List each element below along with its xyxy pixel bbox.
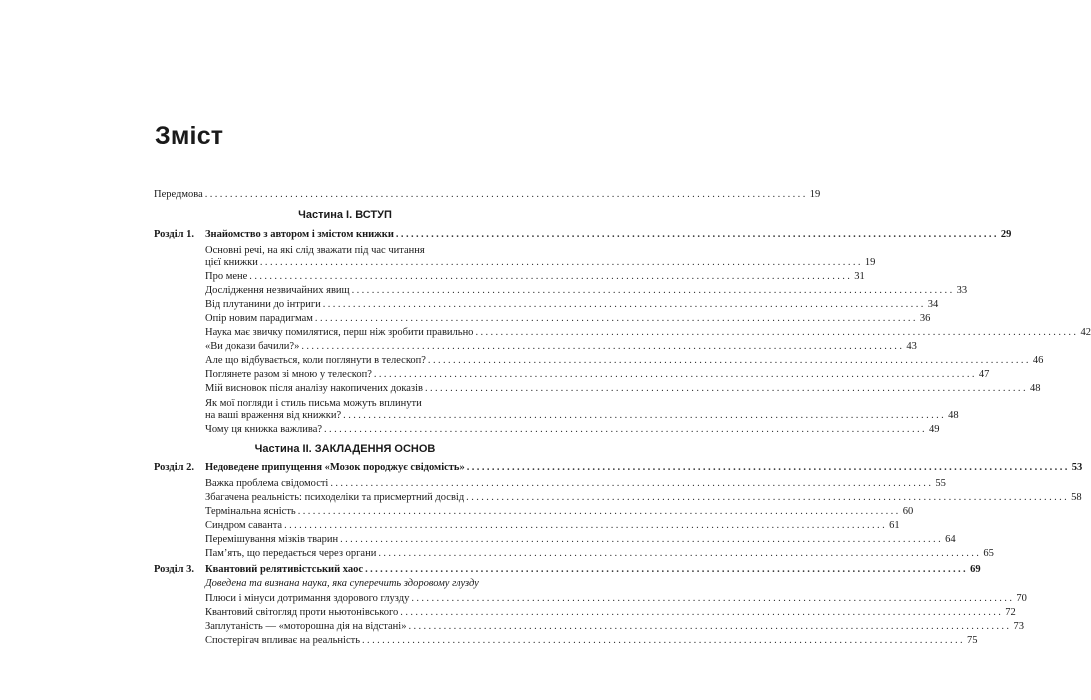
toc-entry[interactable] [205,354,1044,368]
toc-entry-page: 48 [948,410,959,421]
toc-chapter-page: 53 [1071,462,1083,473]
leader-dots: ........................................................................................................................ [466,462,1070,473]
leader-dots: ........................................................................................................................ [411,593,1015,604]
toc-chapter-title: Квантовий релятивістський хаос [205,564,364,575]
toc-entry[interactable] [205,284,968,298]
leader-dots: ........................................................................................................................ [475,327,1079,338]
toc-entry-page: 49 [929,424,940,435]
chapter-label: Розділ 2. [154,462,195,473]
toc-entry-title: Опір новим парадигмам [205,313,313,324]
toc-entry-page: 33 [956,285,968,296]
chapter-subtitle: Доведена та визнана наука, яка суперечить здоровому глузду [205,578,479,589]
toc-entry-page: 42 [1080,327,1091,338]
toc-entry-title: Важка проблема свідомості [205,478,329,489]
toc-entry-title: Плюси і мінуси дотримання здорового глузду [205,593,410,604]
toc-chapter-1[interactable] [205,228,1012,242]
toc-entry-page: 48 [1029,383,1041,394]
toc-entry[interactable] [205,312,931,326]
toc-entry-title: Мій висновок після аналізу накопичених доказів [205,383,423,394]
toc-chapter-title: Недоведене припущення «Мозок породжує свідомість» [205,462,465,473]
leader-dots: ........................................................................................................................ [330,478,934,489]
toc-entry-page: 75 [967,635,978,646]
toc-entry-title: Збагачена реальність: психоделіки та присмертний досвід [205,492,465,503]
toc-entry-title: Від плутанини до інтриги [205,299,321,310]
toc-entry-page: 19 [864,257,876,268]
part-heading: Частина І. ВСТУП [298,209,392,221]
toc-chapter-3[interactable] [205,563,981,577]
leader-dots: ........................................................................................................................ [408,621,1012,632]
toc-entry-title: Термінальна ясність [205,506,296,517]
leader-dots: ........................................................................................................................ [400,607,1004,618]
toc-entry[interactable] [205,547,994,561]
leader-dots: ........................................................................................................................ [314,313,918,324]
toc-entry-page: 34 [927,299,939,310]
toc-entry-title: Наука має звичку помилятися, перш ніж зробити правильно [205,327,474,338]
toc-chapter-2[interactable] [205,461,1083,475]
toc-entry-page: 72 [1005,607,1016,618]
leader-dots: ........................................................................................................................ [259,257,863,268]
toc-entry-title: Передмова [154,189,203,200]
toc-entry-preface[interactable] [154,188,821,202]
toc-entry-page: 60 [902,506,914,517]
toc-entry[interactable] [205,620,1024,634]
leader-dots: ........................................................................................................................ [249,271,853,282]
toc-entry[interactable] [205,382,1041,396]
toc-entry-title: Пам’ять, що передається через органи [205,548,377,559]
leader-dots: ........................................................................................................................ [395,229,999,240]
toc-entry-title: Поглянете разом зі мною у телескоп? [205,369,372,380]
leader-dots: ........................................................................................................................ [204,189,808,200]
toc-entry-page: 47 [978,369,990,380]
toc-entry-title: цієї книжки [205,257,258,268]
toc-entry[interactable] [205,368,990,382]
toc-entry[interactable] [205,606,1016,620]
toc-entry-page: 43 [906,341,917,352]
toc-entry-page: 31 [854,271,865,282]
leader-dots: ........................................................................................................................ [424,383,1028,394]
toc-entry[interactable] [205,298,939,312]
toc-entry-title: Але що відбувається, коли поглянути в телескоп? [205,355,426,366]
chapter-label: Розділ 3. [154,564,195,575]
leader-dots: ........................................................................................................................ [378,548,982,559]
leader-dots: ........................................................................................................................ [427,355,1031,366]
toc-entry[interactable] [205,592,1027,606]
toc-entry[interactable] [205,533,956,547]
toc-entry[interactable] [205,477,946,491]
leader-dots: ........................................................................................................................ [301,341,905,352]
toc-entry-page: 65 [983,548,994,559]
chapter-label: Розділ 1. [154,229,195,240]
toc-entry-page: 46 [1032,355,1044,366]
toc-entry[interactable] [205,409,959,423]
toc-entry-title: «Ви докази бачили?» [205,341,300,352]
toc-chapter-page: 69 [970,564,981,575]
leader-dots: ........................................................................................................................ [297,506,901,517]
toc-entry[interactable] [205,326,1091,340]
toc-entry[interactable] [205,270,865,284]
page-title: Зміст [155,122,224,150]
toc-entry-line: Основні речі, на які слід зважати під час читання [205,245,425,256]
toc-entry-page: 19 [809,189,821,200]
toc-entry[interactable] [205,491,1082,505]
leader-dots: ........................................................................................................................ [466,492,1070,503]
leader-dots: ........................................................................................................................ [340,534,944,545]
toc-entry[interactable] [205,519,900,533]
toc-entry-title: Заплутаність — «моторошна дія на відстані» [205,621,407,632]
toc-entry-page: 73 [1013,621,1024,632]
toc-entry-page: 55 [935,478,946,489]
toc-entry[interactable] [205,505,914,519]
toc-entry[interactable] [205,423,940,437]
toc-entry-title: Про мене [205,271,248,282]
leader-dots: ........................................................................................................................ [351,285,955,296]
toc-entry-page: 36 [919,313,931,324]
toc-entry-page: 61 [889,520,900,531]
toc-entry[interactable] [205,256,876,270]
leader-dots: ........................................................................................................................ [324,424,928,435]
leader-dots: ........................................................................................................................ [362,635,966,646]
leader-dots: ........................................................................................................................ [343,410,947,421]
toc-entry-page: 58 [1071,492,1082,503]
toc-entry[interactable] [205,634,978,648]
toc-chapter-page: 29 [1000,229,1012,240]
toc-entry-page: 70 [1016,593,1027,604]
toc-entry-title: Дослідження незвичайних явищ [205,285,350,296]
toc-entry-page: 64 [945,534,956,545]
toc-entry-title: Перемішування мізків тварин [205,534,339,545]
part-heading: Частина ІІ. ЗАКЛАДЕННЯ ОСНОВ [254,443,436,455]
toc-entry[interactable] [205,340,917,354]
toc-entry-title: Квантовий світогляд проти ньютонівського [205,607,399,618]
leader-dots: ........................................................................................................................ [322,299,926,310]
leader-dots: ........................................................................................................................ [373,369,977,380]
toc-entry-title: на ваші враження від книжки? [205,410,342,421]
toc-entry-title: Спостерігач впливає на реальність [205,635,361,646]
toc-chapter-title: Знайомство з автором і змістом книжки [205,229,394,240]
toc-entry-title: Синдром саванта [205,520,283,531]
leader-dots: ........................................................................................................................ [365,564,969,575]
leader-dots: ........................................................................................................................ [284,520,888,531]
toc-entry-title: Чому ця книжка важлива? [205,424,323,435]
toc-entry-line: Як мої погляди і стиль письма можуть вплинути [205,398,422,409]
